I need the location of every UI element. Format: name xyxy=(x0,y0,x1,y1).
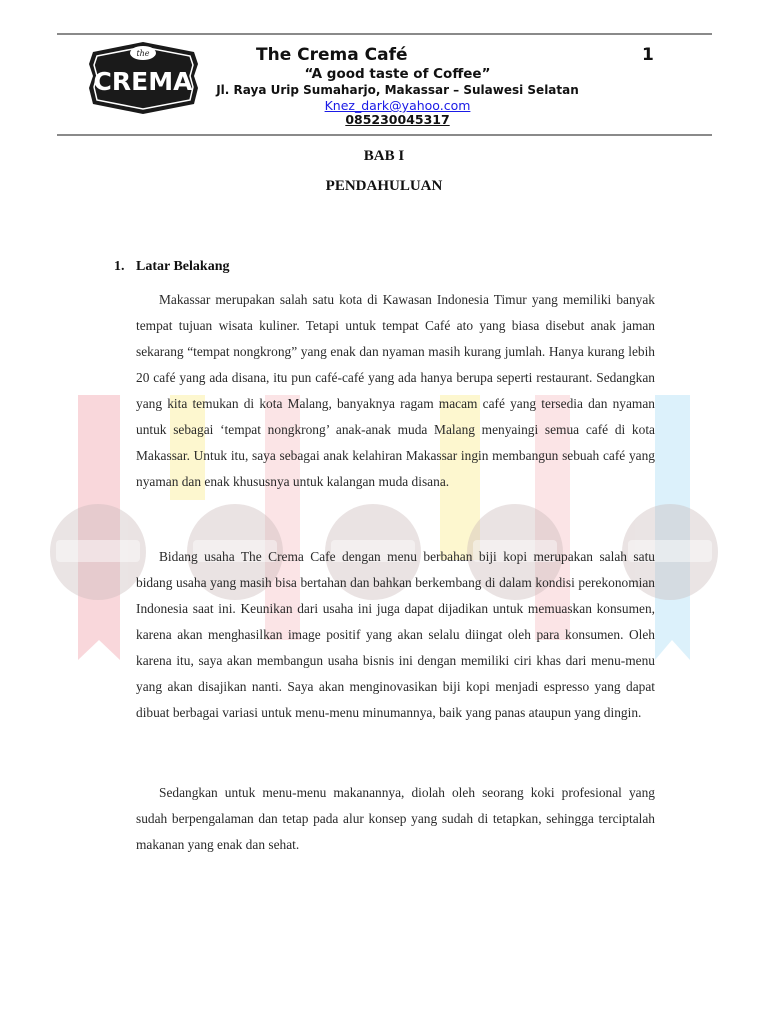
crema-logo xyxy=(87,38,200,118)
email-link[interactable]: Knez_dark@yahoo.com xyxy=(324,98,471,113)
cafe-tagline: “A good taste of Coffee” xyxy=(304,66,491,82)
phone-number: 085230045317 xyxy=(345,112,450,127)
chapter-title: PENDAHULUAN xyxy=(325,178,443,194)
section-number: 1. xyxy=(114,259,125,274)
paragraph-1: Makassar merupakan salah satu kota di Kawasan Indonesia Timur yang memiliki banyak tempat tujuan wisata kuliner. Tetapi untuk tempat Café ato yang biasa disebut anak jaman sekarang “tempat nongkrong” yang enak dan nyaman masih kurang jumlah. Hanya kurang lebih 20 café yang ada disana, itu pun café-café yang ada hanya berupa seperti restaurant. Sedangkan yang kita temukan di kota Malang, banyaknya ragam macam café yang tersedia dan nyaman untuk sebagai ‘tempat nongkrong’ anak-anak muda Malang menyaingi semua café di kota Makassar. Untuk itu, saya sebagai anak kelahiran Makassar ingin membangun sebuah café yang nyaman dan enak khususnya untuk kalangan muda disana. xyxy=(136,292,655,489)
svg-text:the: the xyxy=(136,49,150,58)
svg-text:CREMA: CREMA xyxy=(93,67,193,96)
section-heading xyxy=(114,259,229,275)
cafe-name: The Crema Café xyxy=(256,45,408,65)
chapter-number: BAB I xyxy=(363,148,405,164)
page-number: 1 xyxy=(642,45,654,65)
header-rule-bottom xyxy=(57,134,712,136)
cafe-address: Jl. Raya Urip Sumaharjo, Makassar – Sulawesi Selatan xyxy=(216,83,579,97)
section-title: Latar Belakang xyxy=(136,259,230,274)
paragraph-3: Sedangkan untuk menu-menu makanannya, diolah oleh seorang koki profesional yang sudah berpengalaman dan tetap pada alur konsep yang sudah di tetapkan, sehingga terciptalah makanan yang enak dan sehat. xyxy=(136,785,655,852)
header-rule-top xyxy=(57,33,712,35)
paragraph-2: Bidang usaha The Crema Cafe dengan menu berbahan biji kopi merupakan salah satu bidang usaha yang masih bisa bertahan dan bahkan berkembang di dalam kondisi perekonomian Indonesia saat ini. Keunikan dari usaha ini juga dapat dijadikan untuk memuaskan konsumen, karena akan menghasilkan image positif yang akan selalu diingat oleh para konsumen. Oleh karena itu, saya akan membangun usaha bisnis ini dengan memiliki ciri khas dari menu-menu yang akan disajikan nanti. Saya akan menginovasikan biji kopi menjadi espresso yang dapat dibuat berbagai variasi untuk menu-menu minumannya, baik yang panas ataupun yang dingin. xyxy=(136,549,655,720)
